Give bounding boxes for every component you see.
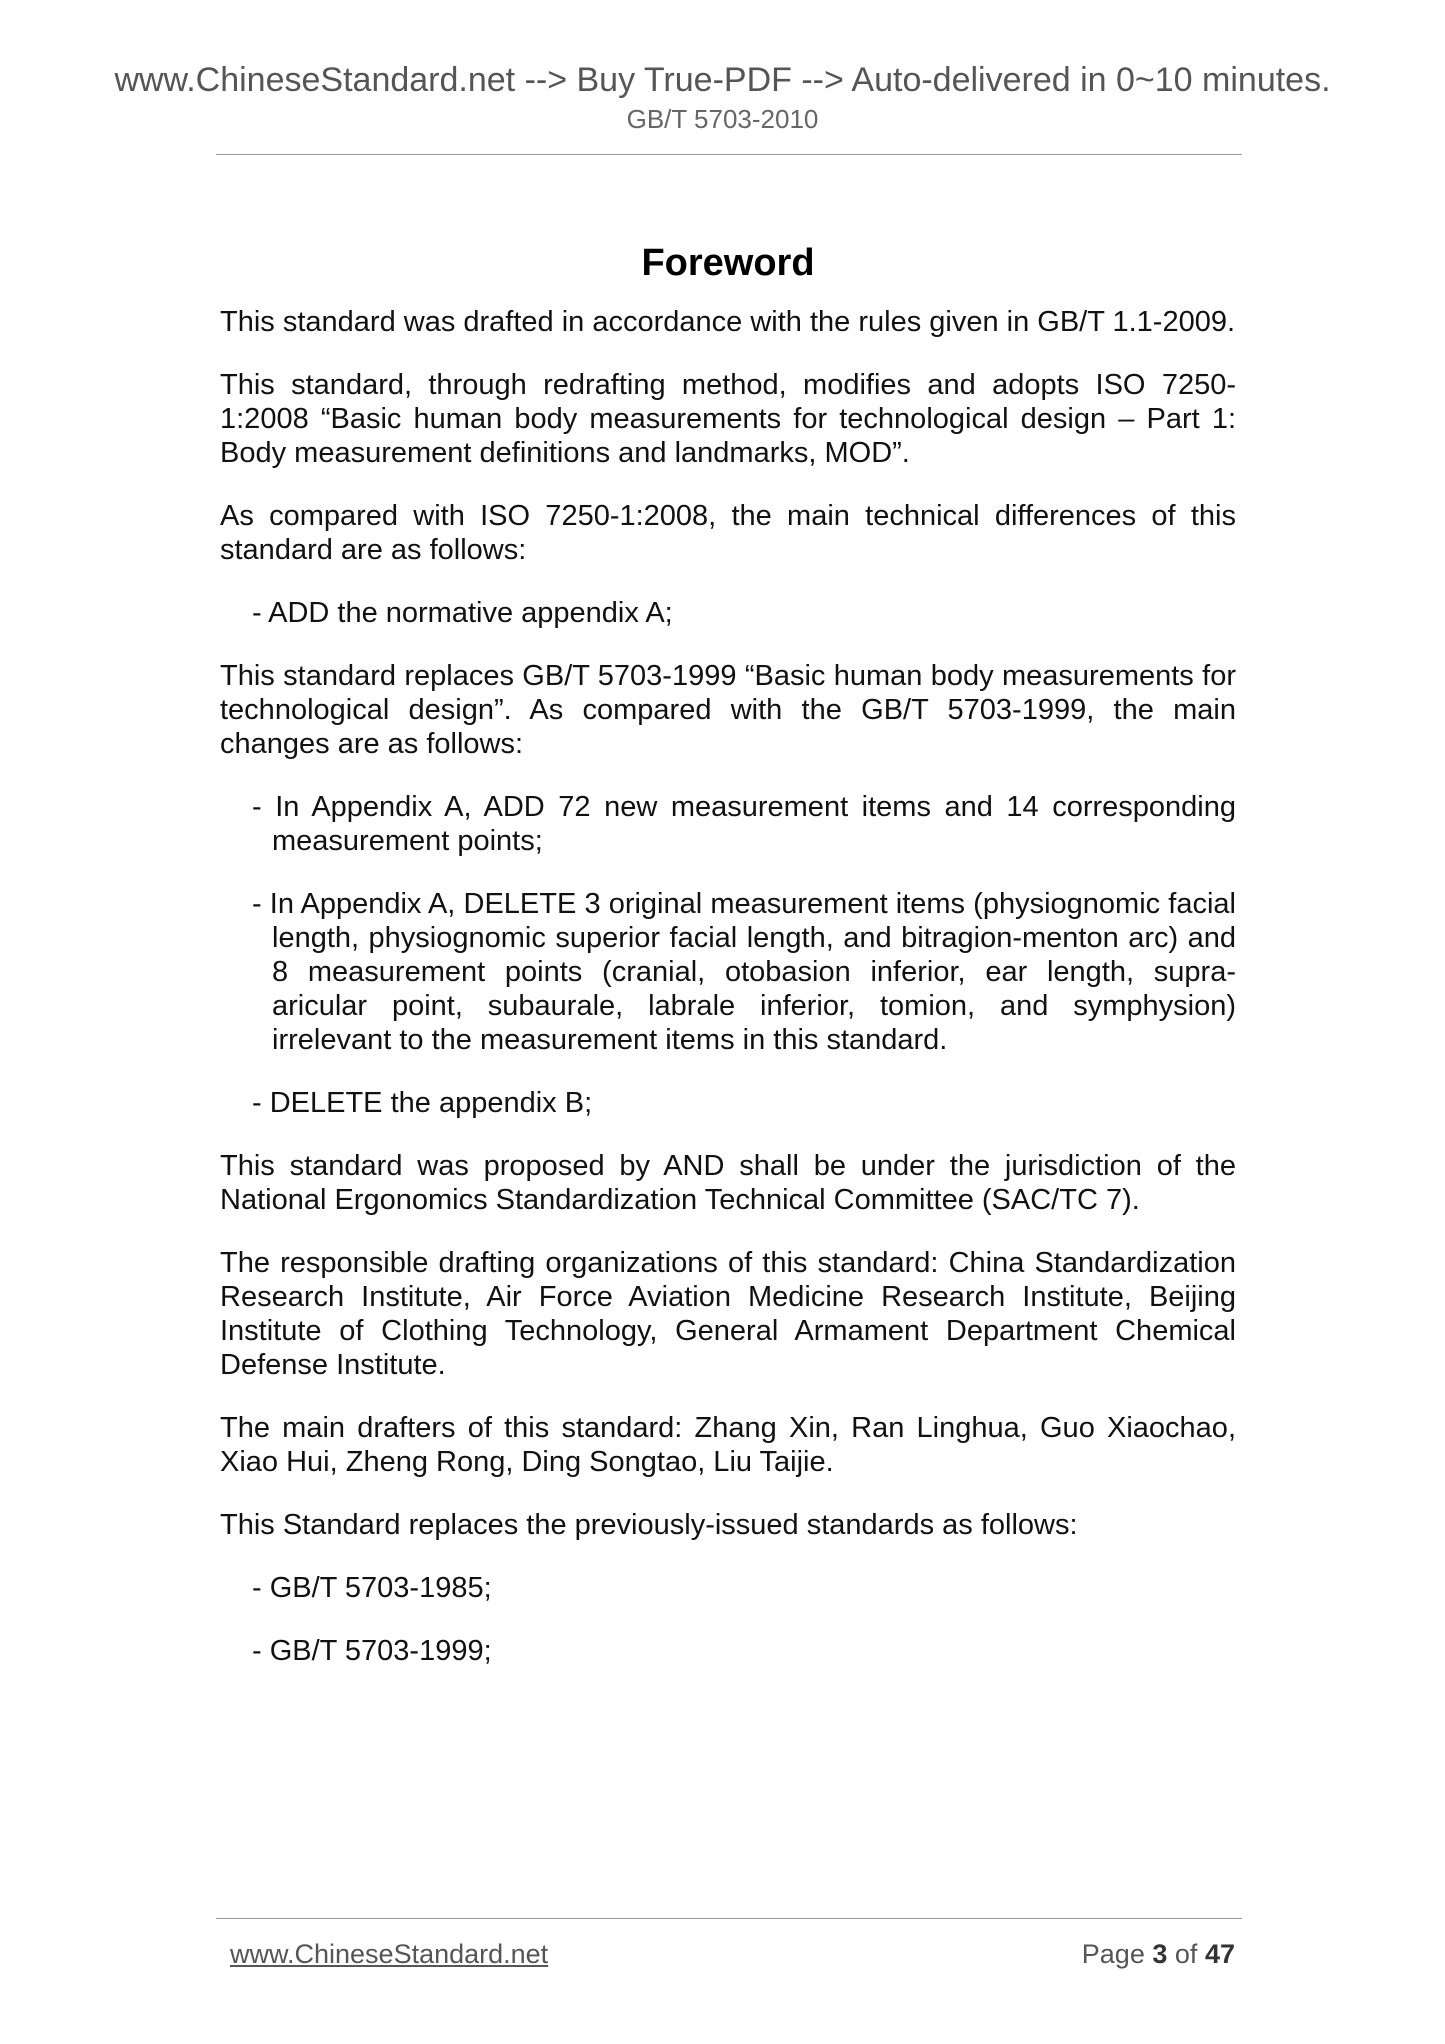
page-current: 3 xyxy=(1152,1939,1168,1969)
list-item: - GB/T 5703-1985; xyxy=(252,1572,492,1604)
document-id: GB/T 5703-2010 xyxy=(626,104,819,134)
list-item: - DELETE the appendix B; xyxy=(252,1087,593,1119)
list-item: - In Appendix A, ADD 72 new measurement items and 14 corresponding measurement points; xyxy=(252,791,1236,857)
page-label: Page xyxy=(1081,1939,1145,1969)
page-indicator xyxy=(1082,1938,1235,1970)
paragraph-technical-differences: As compared with ISO 7250-1:2008, the main technical differences of this standard are as follows: xyxy=(220,500,1236,566)
paragraph-main-drafters: The main drafters of this standard: Zhang Xin, Ran Linghua, Guo Xiaochao, Xiao Hui, Zheng Rong, Ding Songtao, Liu Taijie. xyxy=(220,1412,1236,1478)
list-item: - GB/T 5703-1999; xyxy=(252,1635,492,1667)
paragraph-previous-standards: This Standard replaces the previously-issued standards as follows: xyxy=(220,1509,1078,1541)
page-total: 47 xyxy=(1204,1939,1235,1969)
paragraph-drafting-rules: This standard was drafted in accordance with the rules given in GB/T 1.1-2009. xyxy=(220,306,1236,338)
paragraph-iso-adoption: This standard, through redrafting method, modifies and adopts ISO 7250-1:2008 “Basic human body measurements for technological design – Part 1: Body measurement definitions and landmarks, MOD”. xyxy=(220,369,1236,469)
list-item: - ADD the normative appendix A; xyxy=(252,597,673,629)
paragraph-drafting-organizations: The responsible drafting organizations of this standard: China Standardization Research Institute, Air Force Aviation Medicine Research Institute, Beijing Institute of Clothing Technology, General Armament Department Chemical Defense Institute. xyxy=(220,1247,1236,1381)
footer-website-link[interactable]: www.ChineseStandard.net xyxy=(230,1939,549,1969)
header-banner: www.ChineseStandard.net --> Buy True-PDF --> Auto-delivered in 0~10 minutes. xyxy=(114,61,1331,99)
paragraph-jurisdiction: This standard was proposed by AND shall be under the jurisdiction of the National Ergonomics Standardization Technical Committee (SAC/TC 7). xyxy=(220,1150,1236,1216)
header-divider xyxy=(216,154,1242,155)
paragraph-replaces: This standard replaces GB/T 5703-1999 “Basic human body measurements for technological design”. As compared with the GB/T 5703-1999, the main changes are as follows: xyxy=(220,660,1236,760)
page-of: of xyxy=(1174,1939,1198,1969)
list-item: - In Appendix A, DELETE 3 original measurement items (physiognomic facial length, physiognomic superior facial length, and bitragion-menton arc) and 8 measurement points (cranial, otobasion inferior, ear length, supra-aricular point, subaurale, labrale inferior, tomion, and symphysion) irrelevant to the measurement items in this standard. xyxy=(252,888,1236,1056)
footer-divider xyxy=(216,1918,1242,1919)
page-title: Foreword xyxy=(641,242,815,284)
document-body xyxy=(220,240,1236,1697)
